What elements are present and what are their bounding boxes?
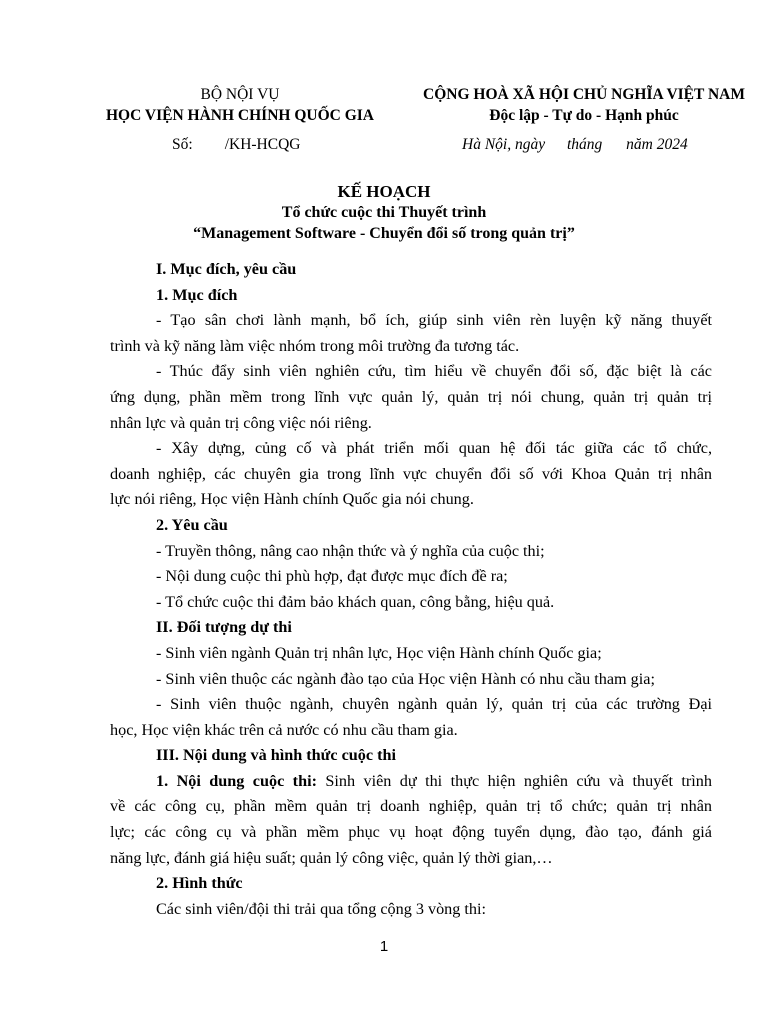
paragraph-line: Các sinh viên/đội thi trải qua tổng cộng 3 vòng thi: [156, 899, 487, 918]
paragraph-line: về các công cụ, phần mềm quản trị doanh nghiệp, quản trị tổ chức; quản trị nhân [110, 797, 712, 816]
paragraph-line: - Sinh viên thuộc ngành, chuyên ngành quản lý, quản trị của các trường Đại [156, 695, 712, 714]
section-heading: I. Mục đích, yêu cầu [156, 260, 297, 278]
page-number: 1 [379, 938, 389, 955]
paragraph-line: - Sinh viên ngành Quản trị nhân lực, Học viện Hành chính Quốc gia; [156, 643, 602, 662]
paragraph-line: - Sinh viên thuộc các ngành đào tạo của Học viện Hành có nhu cầu tham gia; [156, 669, 655, 688]
country-name: CỘNG HOÀ XÃ HỘI CHỦ NGHĨA VIỆT NAM [423, 86, 745, 103]
date-year: năm 2024 [626, 136, 688, 153]
section-heading: III. Nội dung và hình thức cuộc thi [156, 746, 396, 765]
date-place: Hà Nội, ngày [462, 136, 546, 153]
paragraph-line [110, 769, 712, 795]
document-number [172, 136, 300, 154]
paragraph-line: - Xây dựng, củng cố và phát triển mối quan hệ đối tác giữa các tổ chức, [156, 439, 712, 458]
title-subtitle: Tổ chức cuộc thi Thuyết trình [281, 204, 487, 221]
paragraph-line: - Thúc đẩy sinh viên nghiên cứu, tìm hiểu về chuyển đổi số, đặc biệt là các [156, 362, 712, 381]
title-competition-name: “Management Software - Chuyển đổi số trong quản trị” [193, 225, 575, 242]
national-motto: Độc lập - Tự do - Hạnh phúc [489, 107, 679, 124]
document-number-label: Số: [172, 136, 193, 153]
organization-name: HỌC VIỆN HÀNH CHÍNH QUỐC GIA [106, 107, 374, 124]
title-main: KẾ HOẠCH [337, 182, 431, 201]
paragraph-line: nhân lực và quản trị công việc nói riêng. [110, 413, 372, 432]
paragraph-line: trình và kỹ năng làm việc nhóm trong môi trường đa tương tác. [110, 336, 520, 355]
paragraph-line: lực nói riêng, Học viện Hành chính Quốc gia nói chung. [110, 490, 474, 509]
inline-text: Sinh viên dự thi thực hiện nghiên cứu và thuyết trình [316, 771, 712, 790]
date-month: tháng [566, 136, 603, 153]
header-right [418, 84, 750, 126]
section-heading: II. Đối tượng dự thi [156, 618, 292, 637]
paragraph-line: học, Học viện khác trên cả nước có nhu cầu tham gia. [110, 720, 458, 739]
inline-heading: 1. Nội dung cuộc thi: [156, 771, 317, 790]
paragraph-line: - Tổ chức cuộc thi đảm bảo khách quan, công bằng, hiệu quả. [156, 592, 555, 611]
section-heading: 1. Mục đích [156, 285, 238, 304]
paragraph-line: - Truyền thông, nâng cao nhận thức và ý nghĩa của cuộc thi; [156, 541, 545, 560]
paragraph-line: - Nội dung cuộc thi phù hợp, đạt được mục đích đề ra; [156, 567, 508, 586]
header-left [90, 84, 390, 126]
section-heading: 2. Hình thức [156, 874, 243, 893]
paragraph-line: lực; các công cụ và phần mềm phục vụ hoạt động tuyển dụng, đào tạo, đánh giá [110, 823, 712, 842]
paragraph-line: năng lực, đánh giá hiệu suất; quản lý công việc, quản lý thời gian,… [110, 848, 553, 867]
ministry-name: BỘ NỘI VỤ [200, 86, 280, 103]
paragraph-line: doanh nghiệp, các chuyên gia trong lĩnh vực chuyển đổi số với Khoa Quản trị nhân [110, 464, 712, 483]
document-number-code: /KH-HCQG [224, 136, 301, 153]
document-body [110, 257, 712, 922]
paragraph-line: ứng dụng, phần mềm trong lĩnh vực quản lý, quản trị nói chung, quản trị quản trị [110, 387, 712, 406]
document-title [0, 181, 768, 244]
section-heading: 2. Yêu cầu [156, 515, 228, 534]
paragraph-line: - Tạo sân chơi lành mạnh, bổ ích, giúp sinh viên rèn luyện kỹ năng thuyết [156, 311, 712, 330]
document-date [462, 136, 688, 154]
